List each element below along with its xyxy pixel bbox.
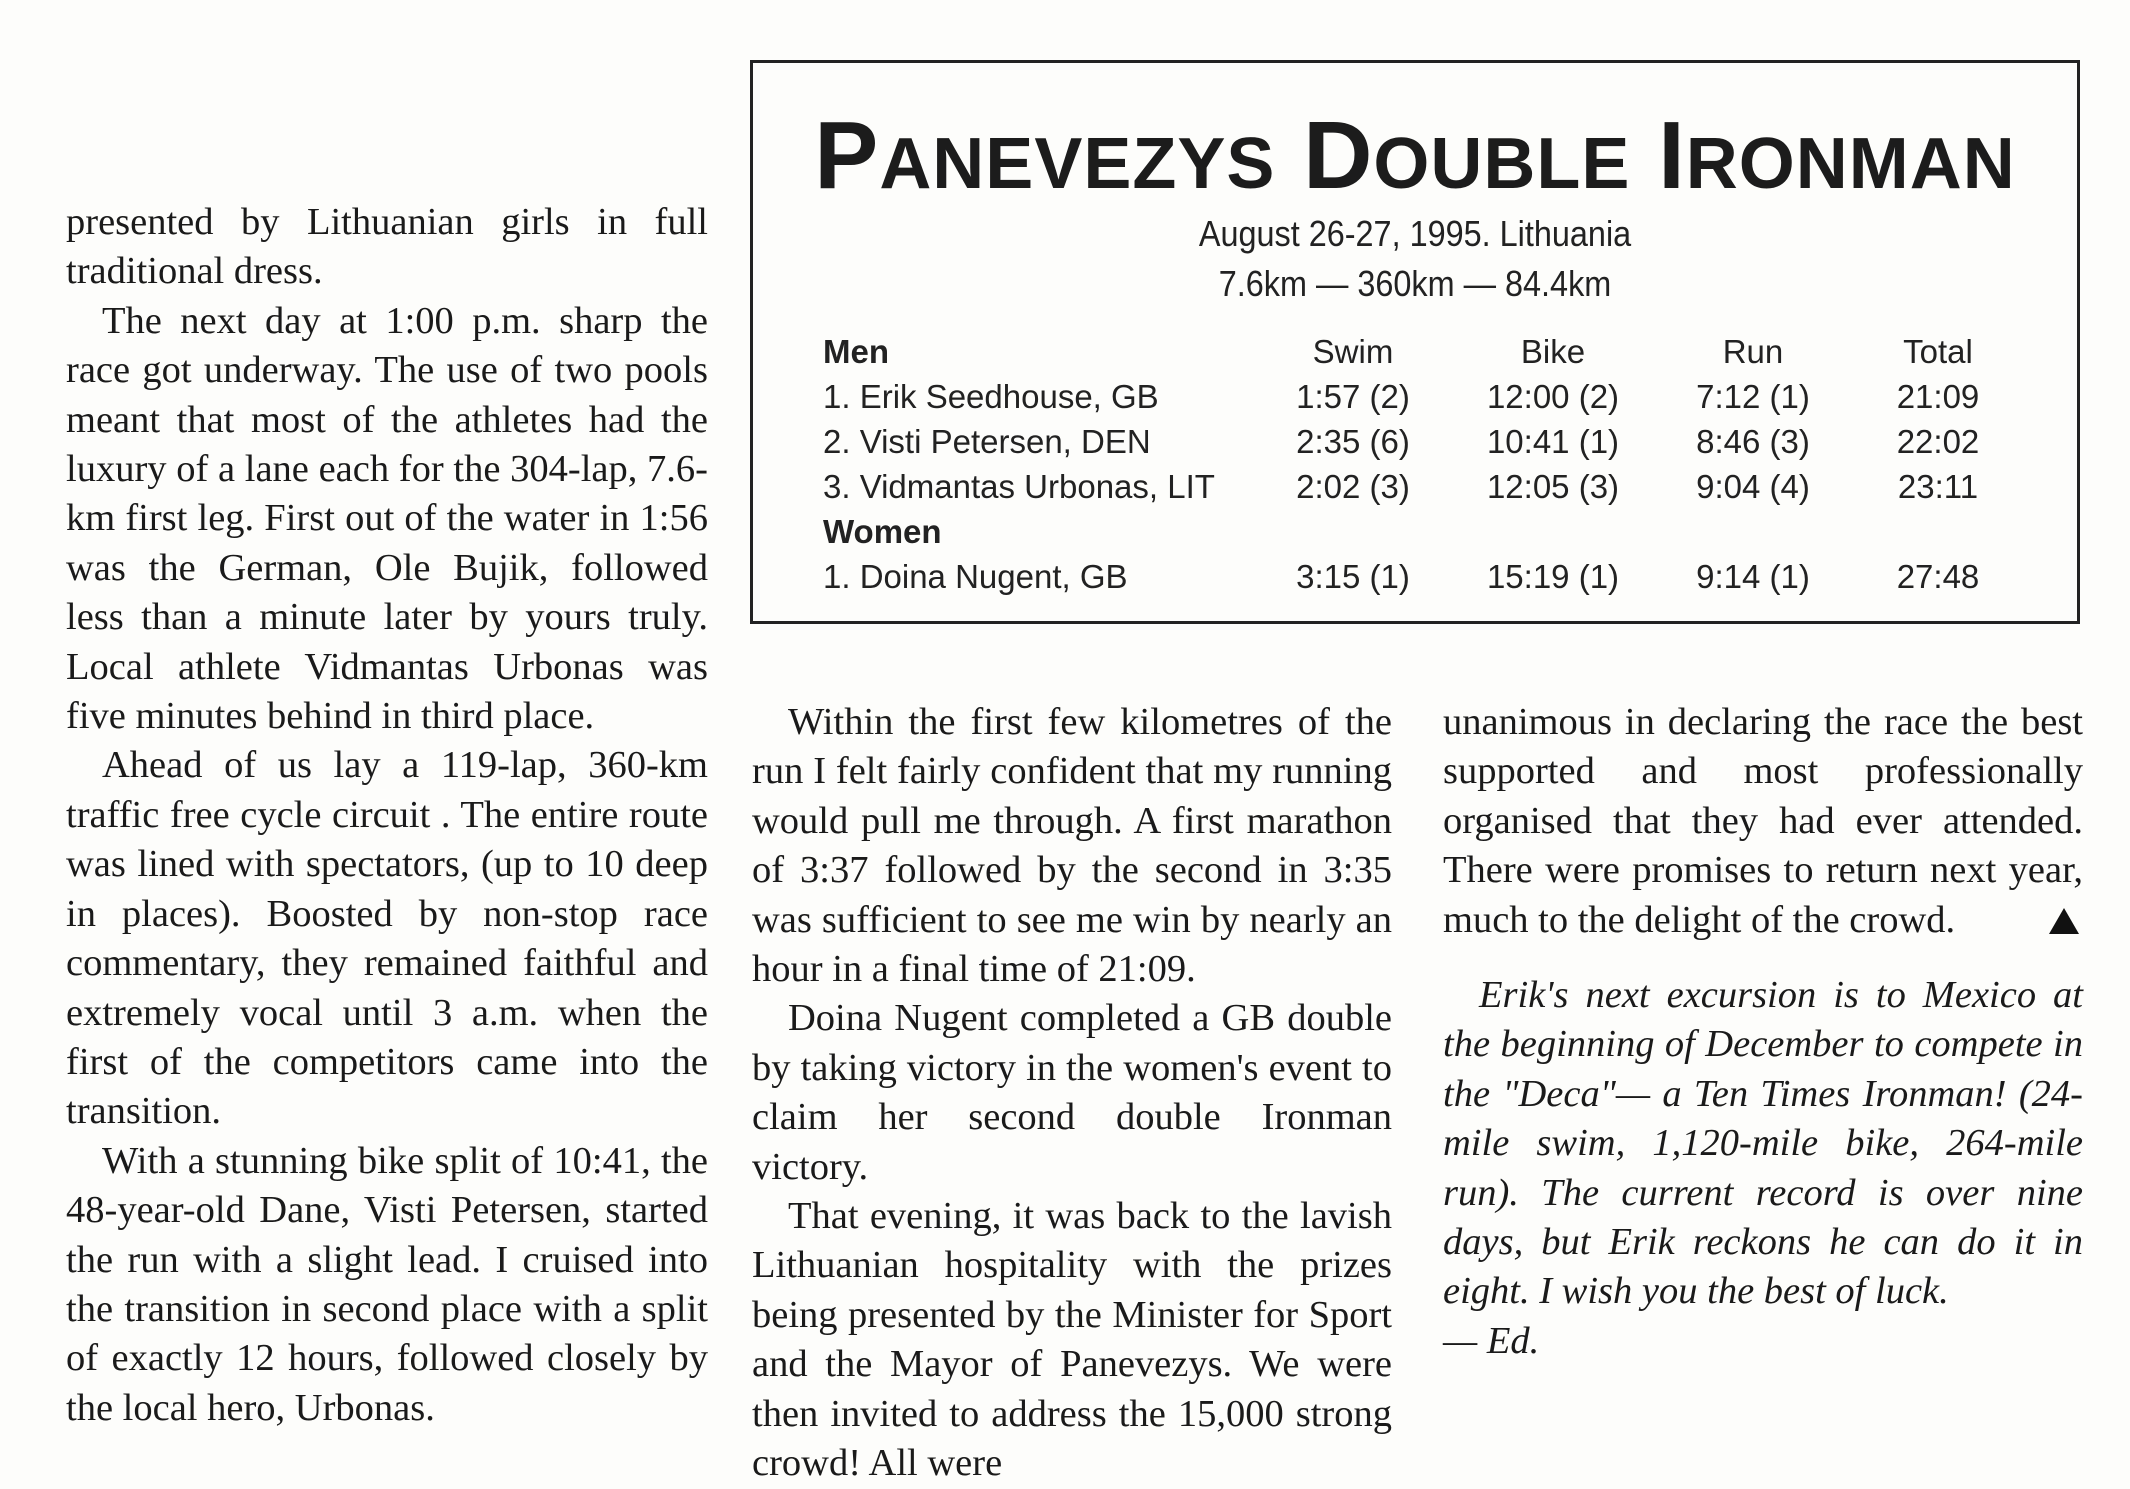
article-paragraph: Ahead of us lay a 119-lap, 360-km traffic free cycle circuit . The entire route was lined with spectators, (up to 10 deep in places). Boosted by non-stop race commentary, they remained faithful and extremely vocal until 3 a.m. when the first of the competitors came into the transition.	[66, 744, 708, 1133]
run-time: 7:12 (1)	[1696, 377, 1810, 415]
article-paragraph: The next day at 1:00 p.m. sharp the race got underway. The use of two pools meant that most of the athletes had the luxury of a lane each for the 304-lap, 7.6-km first leg. First out of the water in 1:56 was the German, Ole Bujik, followed less than a minute later by yours truly. Local athlete Vidmantas Urbonas was five minutes behind in third place.	[66, 299, 708, 738]
closing-paragraph-text: unanimous in declaring the race the best supported and most professionally organised that they had ever attended. There were promises to return next year, much to the delight of the crowd.	[1443, 701, 2083, 941]
editor-note-text: Erik's next excursion is to Mexico at the beginning of December to compete in the "Deca"— a Ten Times Ironman! (24-mile swim, 1,120-mile bike, 264-mile run). The current record is over nine days, but Erik reckons he can do it in eight. I wish you the best of luck.	[1443, 974, 2083, 1313]
run-time: 9:04 (4)	[1696, 467, 1810, 505]
table-row	[823, 419, 2033, 464]
results-table	[823, 329, 2033, 599]
article-paragraph: That evening, it was back to the lavish Lithuanian hospitality with the prizes being presented by the Minister for Sport and the Mayor of Panevezys. We were then invited to address the 15,000 strong crowd! All were	[752, 1195, 1392, 1485]
swim-time: 2:02 (3)	[1296, 467, 1410, 505]
table-row	[823, 374, 2033, 419]
article-paragraph	[1443, 698, 2083, 945]
article-paragraph: With a stunning bike split of 10:41, the 48-year-old Dane, Visti Petersen, started the run with a slight lead. I cruised into the transition in second place with a split of exactly 12 hours, followed closely by the local hero, Urbonas.	[66, 1139, 708, 1429]
title-rest: RONMAN	[1685, 124, 2016, 204]
results-box	[750, 60, 2080, 624]
total-time: 27:48	[1896, 557, 1980, 595]
right-article-column	[1443, 698, 2083, 1366]
bike-time: 12:05 (3)	[1486, 467, 1620, 505]
title-initial: I	[1658, 102, 1686, 209]
editor-signature: — Ed.	[1443, 1319, 1540, 1362]
bike-time: 12:00 (2)	[1486, 377, 1620, 415]
men-category-label: Men	[823, 332, 889, 370]
race-distances: 7.6km — 360km — 84.4km	[1218, 263, 1612, 304]
total-time: 22:02	[1896, 422, 1980, 460]
swim-time: 3:15 (1)	[1296, 557, 1410, 595]
athlete-name: 2. Visti Petersen, DEN	[823, 422, 1151, 460]
race-date: August 26-27, 1995. Lithuania	[1198, 213, 1632, 254]
title-rest: ANEVEZYS	[879, 124, 1276, 204]
column-header-run: Run	[1722, 332, 1784, 370]
column-header-total: Total	[1903, 332, 1973, 370]
title-rest: OUBLE	[1373, 124, 1631, 204]
title-initial: P	[814, 102, 880, 209]
title-initial: D	[1303, 102, 1374, 209]
swim-time: 2:35 (6)	[1296, 422, 1410, 460]
column-header-bike: Bike	[1520, 332, 1586, 370]
article-paragraph: Doina Nugent completed a GB double by taking victory in the women's event to claim her second double Ironman victory.	[752, 997, 1392, 1188]
results-title	[753, 101, 2077, 211]
table-header-row	[823, 329, 2033, 374]
middle-article-column	[752, 698, 1392, 1489]
run-time: 8:46 (3)	[1696, 422, 1810, 460]
women-category-label: Women	[823, 512, 942, 550]
editor-note	[1443, 971, 2083, 1366]
swim-time: 1:57 (2)	[1296, 377, 1410, 415]
article-paragraph: presented by Lithuanian girls in full traditional dress.	[66, 201, 708, 293]
athlete-name: 1. Doina Nugent, GB	[823, 557, 1128, 595]
athlete-name: 3. Vidmantas Urbonas, LIT	[823, 467, 1215, 505]
bike-time: 15:19 (1)	[1486, 557, 1620, 595]
athlete-name: 1. Erik Seedhouse, GB	[823, 377, 1159, 415]
total-time: 21:09	[1896, 377, 1980, 415]
article-paragraph: Within the first few kilometres of the run I felt fairly confident that my running would pull me through. A first marathon of 3:37 followed by the second in 3:35 was sufficient to see me win by nearly an hour in a final time of 21:09.	[752, 701, 1392, 991]
total-time: 23:11	[1897, 467, 1979, 505]
table-row	[823, 554, 2033, 599]
table-row	[823, 509, 2033, 554]
bike-time: 10:41 (1)	[1486, 422, 1620, 460]
column-header-swim: Swim	[1312, 332, 1394, 370]
table-row	[823, 464, 2033, 509]
run-time: 9:14 (1)	[1696, 557, 1810, 595]
end-triangle-icon	[2049, 908, 2079, 934]
left-article-column	[66, 198, 708, 1433]
